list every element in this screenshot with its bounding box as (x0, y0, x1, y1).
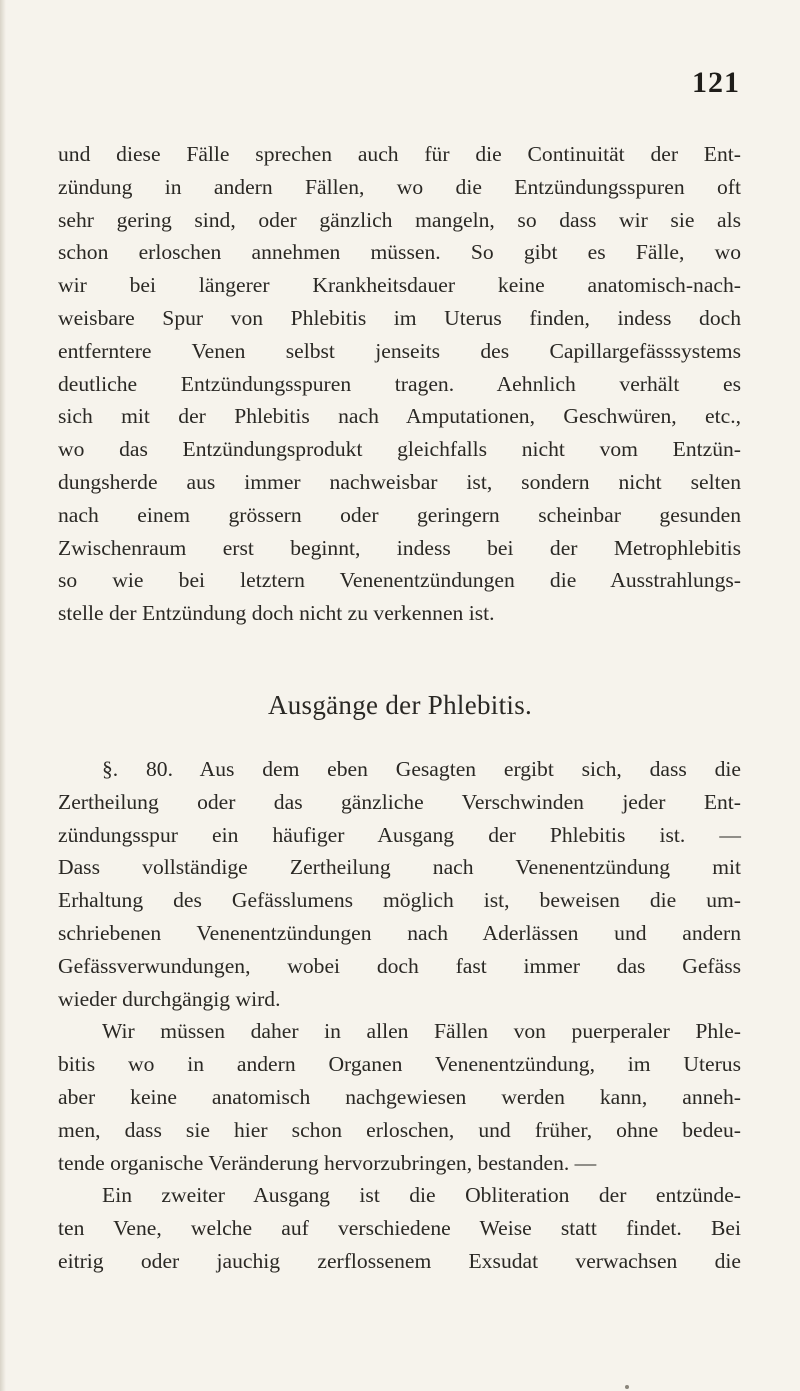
text-line: men, dass sie hier schon erloschen, und früher, ohne bedeu- (58, 1117, 741, 1142)
text-line: weisbare Spur von Phlebitis im Uterus finden, indess doch (58, 305, 741, 330)
text-line: sich mit der Phlebitis nach Amputationen, Geschwüren, etc., (58, 404, 741, 429)
text-line: ten Vene, welche auf verschiedene Weise statt findet. Bei (58, 1216, 741, 1241)
page-number: 121 (692, 66, 740, 99)
text-line: dungsherde aus immer nachweisbar ist, sondern nicht selten (58, 469, 741, 494)
text-line: wo das Entzündungsprodukt gleichfalls nicht vom Entzün- (58, 437, 741, 462)
text-line: entferntere Venen selbst jenseits des Capillargefässsystems (58, 338, 741, 363)
text-line: Zertheilung oder das gänzliche Verschwinden jeder Ent- (58, 789, 741, 814)
text-line: wir bei längerer Krankheitsdauer keine anatomisch-nach- (58, 273, 741, 298)
text-line: und diese Fälle sprechen auch für die Continuität der Ent- (58, 142, 741, 166)
text-line: Gefässverwundungen, wobei doch fast immer das Gefäss (58, 953, 741, 978)
text-line: zündungsspur ein häufiger Ausgang der Phlebitis ist. — (58, 822, 741, 847)
section-heading: Ausgänge der Phlebitis. (267, 690, 533, 720)
ink-speck (625, 1385, 629, 1389)
text-line: Dass vollständige Zertheilung nach Venenentzündung mit (58, 855, 741, 880)
text-line: Zwischenraum erst beginnt, indess bei der Metrophlebitis (58, 535, 741, 560)
paragraph-continuation (58, 138, 741, 630)
text-line: stelle der Entzündung doch nicht zu verkennen ist. (58, 601, 495, 626)
text-line: aber keine anatomisch nachgewiesen werden kann, anneh- (58, 1084, 741, 1109)
text-line: nach einem grössern oder geringern scheinbar gesunden (58, 502, 741, 527)
text-line: Wir müssen daher in allen Fällen von puerperaler Phle- (102, 1019, 741, 1044)
section-body (58, 753, 741, 1278)
text-line: zündung in andern Fällen, wo die Entzündungsspuren oft (58, 174, 741, 199)
text-line: §. 80. Aus dem eben Gesagten ergibt sich, dass die (102, 757, 741, 781)
text-line: sehr gering sind, oder gänzlich mangeln, so dass wir sie als (58, 207, 741, 232)
text-line: Erhaltung des Gefässlumens möglich ist, beweisen die um- (58, 888, 741, 913)
text-line: deutliche Entzündungsspuren tragen. Aehnlich verhält es (58, 371, 741, 396)
text-line: eitrig oder jauchig zerflossenem Exsudat verwachsen die (58, 1248, 741, 1273)
text-line: wieder durchgängig wird. (58, 986, 281, 1011)
text-line: Ein zweiter Ausgang ist die Obliteration der entzünde- (102, 1183, 741, 1208)
text-line: schon erloschen annehmen müssen. So gibt es Fälle, wo (58, 240, 741, 265)
text-line: schriebenen Venenentzündungen nach Aderlässen und andern (58, 920, 741, 945)
text-line: tende organische Veränderung hervorzubringen, bestanden. — (58, 1150, 597, 1175)
text-line: so wie bei letztern Venenentzündungen die Ausstrahlungs- (58, 568, 741, 593)
text-line: bitis wo in andern Organen Venenentzündung, im Uterus (58, 1052, 741, 1077)
